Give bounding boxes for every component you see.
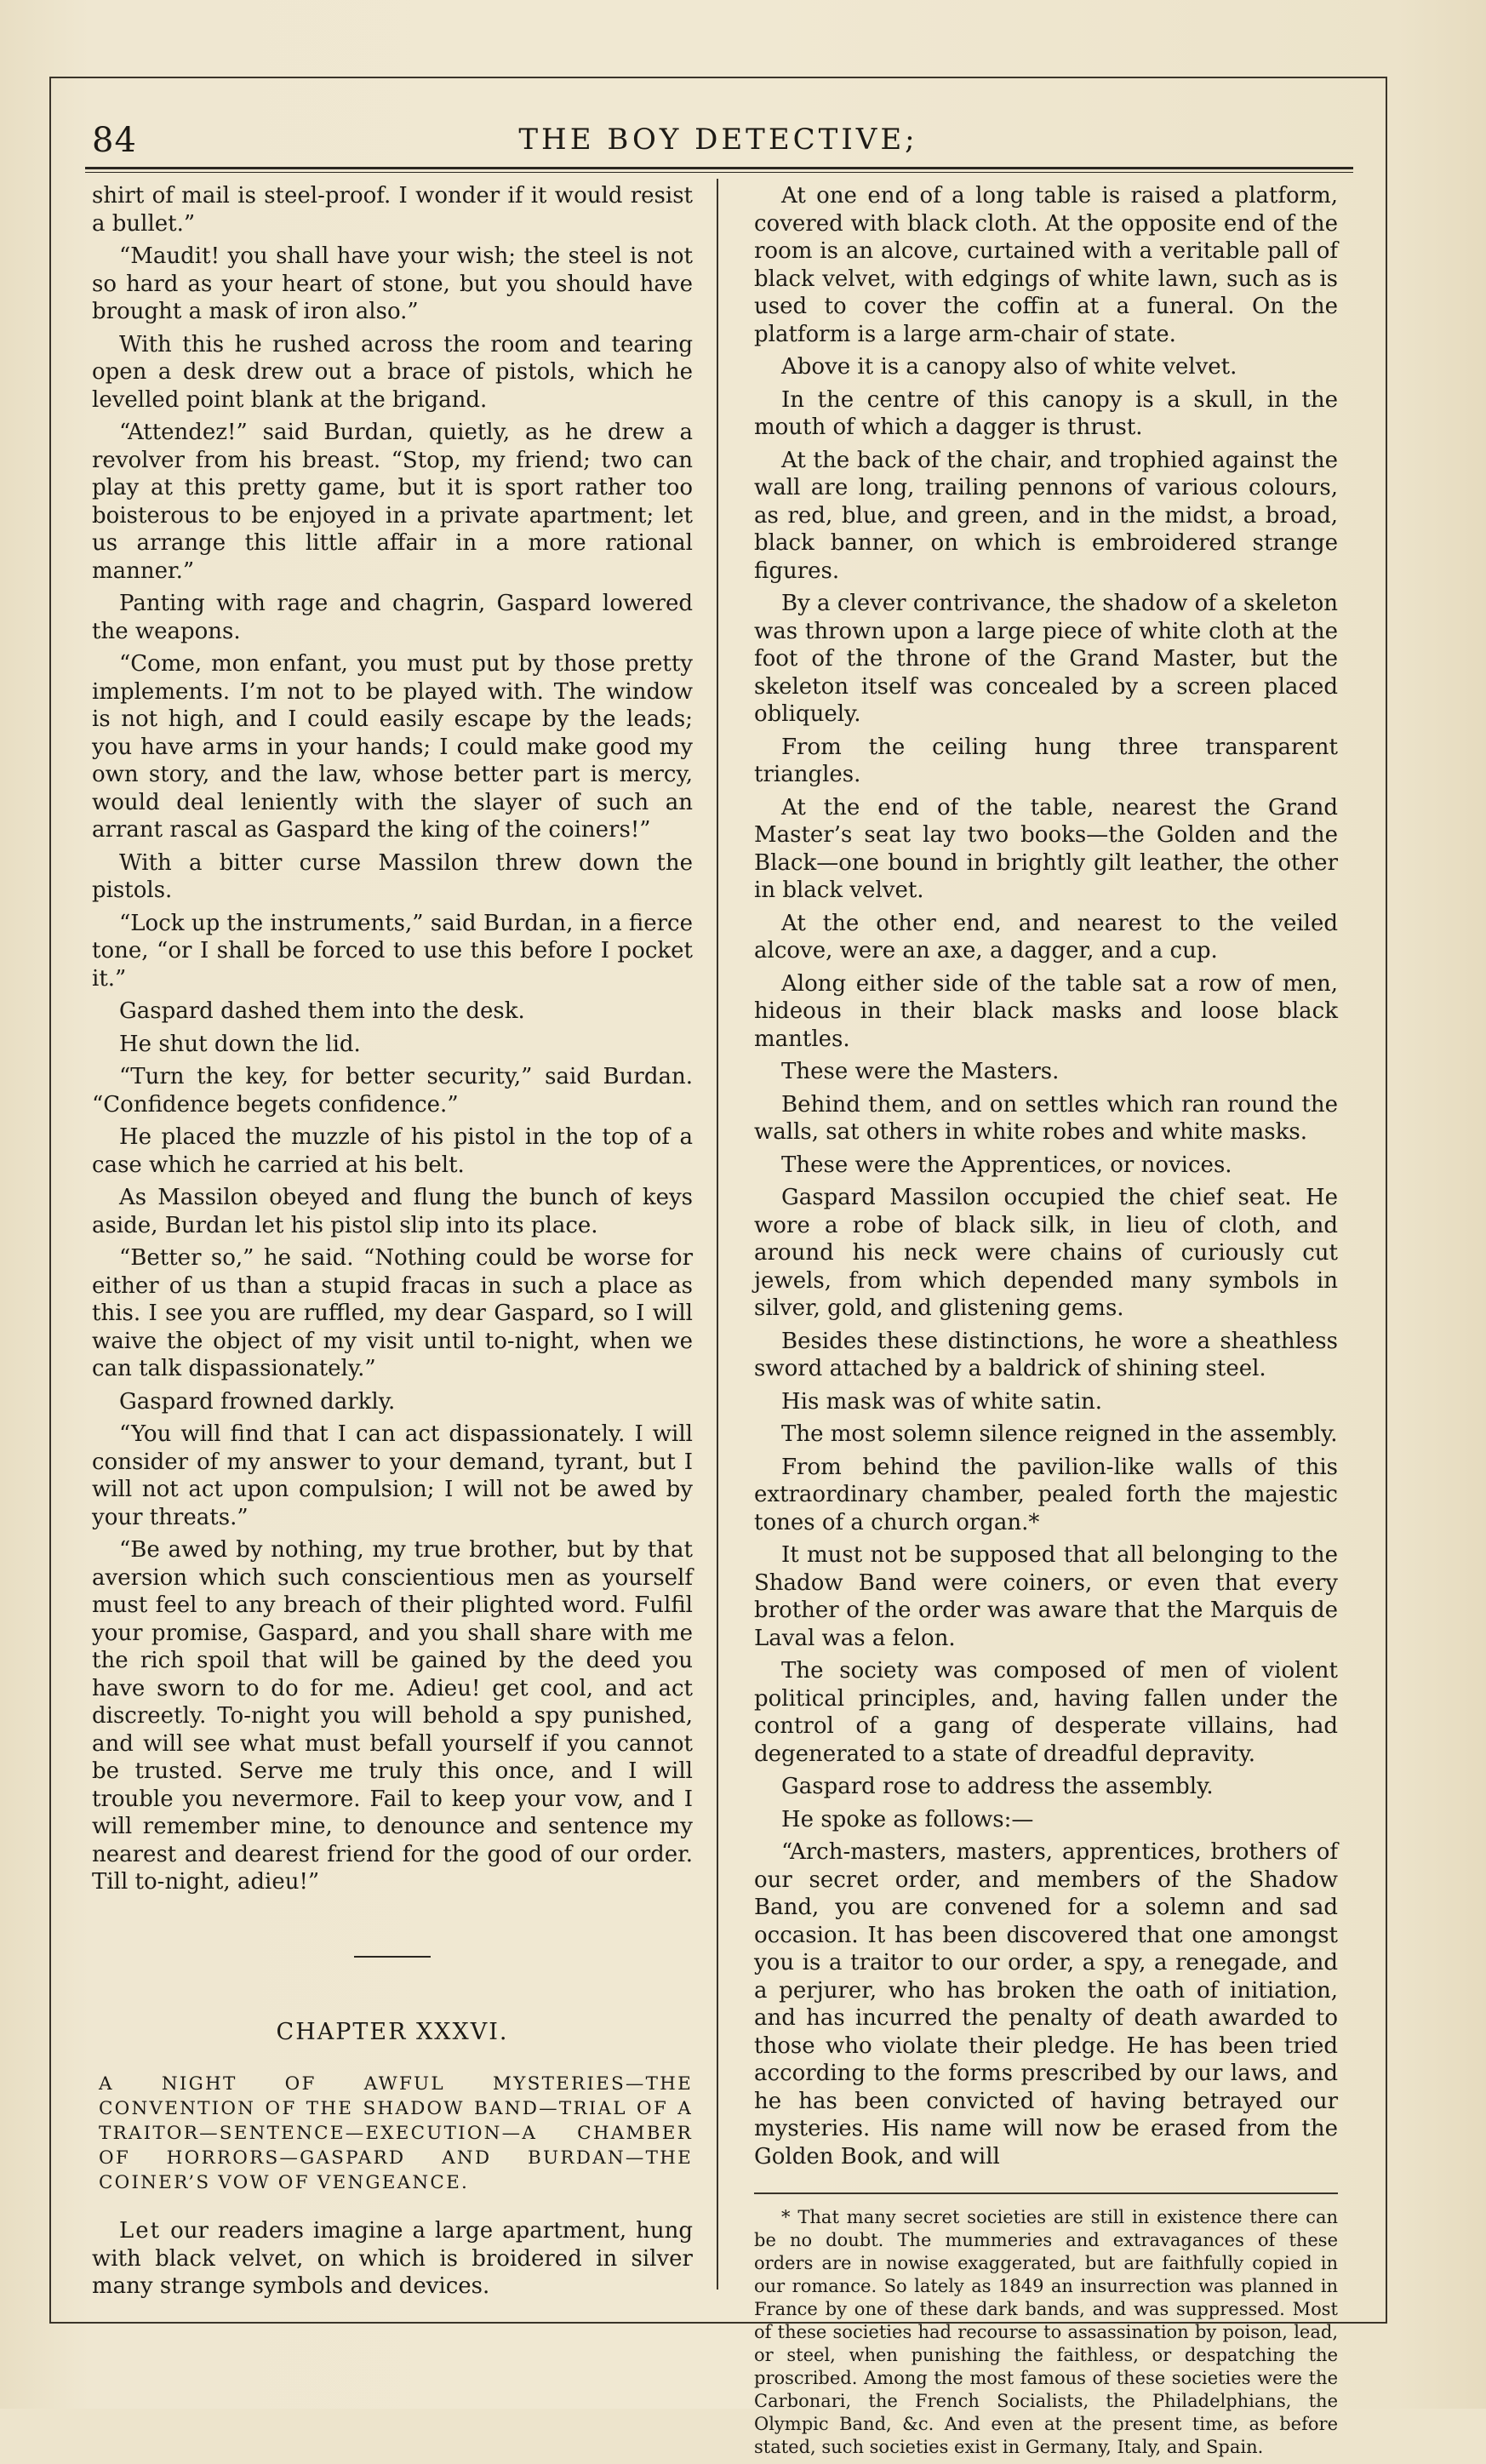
paragraph: As Massilon obeyed and flung the bunch of keys aside, Burdan let his pistol slip into its place. bbox=[92, 1185, 693, 1238]
paragraph: Gaspard Massilon occupied the chief seat. He wore a robe of black silk, in lieu of cloth, and around his neck were chains of curiously cut jewels, from which depended many symbols in silver, gold, and glistening gems. bbox=[754, 1185, 1338, 1321]
paragraph: “Arch-masters, masters, apprentices, brothers of our secret order, and members of the Shadow Band, you are convened for a solemn and sad occasion. It has been discovered that one amongst you is a traitor to our order, a spy, a renegade, and a perjurer, who has broken the oath of initiation, and has incurred the penalty of death awarded to those who violate their pledge. He has been tried according to the forms prescribed by our laws, and he has been convicted of having betrayed our mysteries. His name will now be erased from the Golden Book, and will bbox=[754, 1839, 1338, 2170]
paragraph: He spoke as follows:— bbox=[781, 1806, 1034, 1832]
column-divider bbox=[717, 179, 718, 2290]
footnote-rule bbox=[754, 2192, 1338, 2194]
paragraph: These were the Masters. bbox=[781, 1059, 1060, 1084]
paragraph: At one end of a long table is raised a platform, covered with black cloth. At the opposite end of the room is an alcove, curtained with a veritable pall of black velvet, with edgings of white lawn, such as is used to cover the coffin at a funeral. On the platform is a large arm-chair of state. bbox=[754, 183, 1338, 347]
paragraph: The society was composed of men of violent political principles, and, having fallen under the control of a gang of desperate villains, had degenerated to a state of dreadful depravity. bbox=[754, 1658, 1338, 1767]
frame-rule-top bbox=[49, 77, 1387, 78]
left-column bbox=[92, 182, 693, 2306]
paragraph: “Come, mon enfant, you must put by those pretty implements. I’m not to be played with. The window is not high, and I could easily escape by the leads; you have arms in your hands; I could make good my own story, and the law, whose better part is mercy, would deal leniently with the slayer of such an arrant rascal as Gaspard the king of the coiners!” bbox=[92, 651, 693, 843]
paragraph: It must not be supposed that all belonging to the Shadow Band were coiners, or even that every brother of the order was aware that the Marquis de Laval was a felon. bbox=[754, 1542, 1338, 1651]
paragraph: With a bitter curse Massilon threw down the pistols. bbox=[92, 849, 693, 903]
paragraph: “Lock up the instruments,” said Burdan, in a fierce tone, “or I shall be forced to use this before I pocket it.” bbox=[92, 910, 693, 992]
paragraph: Gaspard frowned darkly. bbox=[119, 1388, 396, 1415]
paragraph: “Better so,” he said. “Nothing could be worse for either of us than a stupid fracas in such a place as this. I see you are ruffled, my dear Gaspard, so I will waive the object of my visit until to-night, when we can talk dispassionately.” bbox=[92, 1245, 693, 1381]
paragraph: Gaspard rose to address the assembly. bbox=[781, 1774, 1214, 1799]
paragraph: From the ceiling hung three transparent triangles. bbox=[754, 734, 1338, 787]
paragraph: From behind the pavilion-like walls of this extraordinary chamber, pealed forth the majestic tones of a church organ.* bbox=[754, 1454, 1338, 1535]
paragraph: “You will find that I can act dispassionately. I will consider of my answer to your demand, tyrant, but I will not act upon compulsion; I will not be awed by your threats.” bbox=[92, 1421, 693, 1530]
paragraph: Along either side of the table sat a row of men, hideous in their black masks and loose black mantles. bbox=[754, 970, 1338, 1052]
opening-word: Let bbox=[119, 2218, 162, 2244]
paragraph: Besides these distinctions, he wore a sheathless sword attached by a baldrick of shining steel. bbox=[754, 1328, 1338, 1381]
right-column bbox=[754, 182, 1338, 2464]
paragraph: Gaspard dashed them into the desk. bbox=[119, 998, 525, 1024]
paragraph: At the other end, and nearest to the veiled alcove, were an axe, a dagger, and a cup. bbox=[754, 910, 1338, 963]
chapter-opening-paragraph bbox=[92, 2217, 693, 2301]
chapter-title: CHAPTER XXXVI. bbox=[276, 2018, 509, 2045]
paragraph: At the back of the chair, and trophied against the wall are long, trailing pennons of various colours, as red, blue, and green, and in the midst, a broad, black banner, on which is embroidered strange figures. bbox=[754, 447, 1338, 584]
opening-text: our readers imagine a large apartment, hung with black velvet, on which is broidered in silver many strange symbols and devices. bbox=[92, 2218, 693, 2299]
paragraph: “Turn the key, for better security,” said Burdan. “Confidence begets confidence.” bbox=[92, 1064, 693, 1118]
frame-rule-left bbox=[49, 77, 51, 2324]
paragraph: With this he rushed across the room and tearing open a desk drew out a brace of pistols, which he levelled point blank at the brigand. bbox=[92, 331, 693, 413]
paragraph: His mask was of white satin. bbox=[781, 1388, 1103, 1415]
paragraph: Behind them, and on settles which ran round the walls, sat others in white robes and white masks. bbox=[754, 1091, 1338, 1145]
paragraph: He placed the muzzle of his pistol in the top of a case which he carried at his belt. bbox=[92, 1124, 693, 1178]
footnote: * That many secret societies are still in existence there can be no doubt. The mummeries and extravagances of these orders are in nowise exaggerated, but are faithfully copied in our romance. So lately as 1849 an insurrection was planned in France by one of these dark bands, and was suppressed. Most of these societies had recourse to assassination by poison, lead, or steel, when punishing the faithless, or despatching the proscribed. Among the most famous of these societies were the Carbonari, the French Socialists, the Philadelphians, the Olympic Band, &c. And even at the present time, as before stated, such societies exist in Germany, Italy, and Spain. bbox=[754, 2207, 1338, 2457]
paragraph: By a clever contrivance, the shadow of a skeleton was thrown upon a large piece of white cloth at the foot of the throne of the Grand Master, but the skeleton itself was concealed by a screen placed obliquely. bbox=[754, 591, 1339, 727]
frame-rule-right bbox=[1386, 77, 1387, 2324]
chapter-summary: A NIGHT OF AWFUL MYSTERIES—THE CONVENTION OF THE SHADOW BAND—TRIAL OF A TRAITOR—SENTENCE—EXECUTION—A CHAMBER OF HORRORS—GASPARD AND BURDAN—THE COINER’S VOW OF VENGEANCE. bbox=[99, 2073, 693, 2193]
paragraph: “Be awed by nothing, my true brother, but by that aversion which such conscientious men as yourself must feel to any breach of their plighted word. Fulfil your promise, Gaspard, and you shall share with me the rich spoil that will be gained by the deed you have sworn to do for me. Adieu! get cool, and act discreetly. To-night you will behold a spy punished, and will see what must befall yourself if you cannot be trusted. Serve me truly this once, and I will trouble you nevermore. Fail to keep your vow, and I will remember mine, to denounce and sentence my nearest and dearest friend for the good of our order. Till to-night, adieu!” bbox=[92, 1537, 693, 1895]
section-divider bbox=[354, 1956, 431, 1958]
header-rule bbox=[85, 167, 1353, 169]
paragraph: “Attendez!” said Burdan, quietly, as he drew a revolver from his breast. “Stop, my friend; two can play at this pretty game, but it is sport rather too boisterous to be enjoyed in a private apartment; let us arrange this little affair in a more rational manner.” bbox=[92, 420, 693, 584]
paragraph: Panting with rage and chagrin, Gaspard lowered the weapons. bbox=[92, 591, 693, 644]
paragraph: At the end of the table, nearest the Grand Master’s seat lay two books—the Golden and the Black—one bound in brightly gilt leather, the other in black velvet. bbox=[754, 794, 1338, 903]
page-number: 84 bbox=[92, 121, 137, 160]
paragraph: In the centre of this canopy is a skull, in the mouth of which a dagger is thrust. bbox=[754, 386, 1338, 440]
header-rule-thin bbox=[85, 172, 1353, 173]
page-header bbox=[85, 107, 1352, 175]
paragraph: “Maudit! you shall have your wish; the steel is not so hard as your heart of stone, but you should have brought a mask of iron also.” bbox=[92, 243, 693, 324]
paragraph: Above it is a canopy also of white velvet. bbox=[781, 354, 1237, 380]
paragraph: shirt of mail is steel-proof. I wonder if it would resist a bullet.” bbox=[92, 183, 693, 237]
paragraph: He shut down the lid. bbox=[119, 1031, 361, 1057]
running-head: THE BOY DETECTIVE; bbox=[518, 123, 918, 157]
paragraph: These were the Apprentices, or novices. bbox=[781, 1152, 1232, 1178]
paragraph: The most solemn silence reigned in the assembly. bbox=[781, 1421, 1338, 1447]
